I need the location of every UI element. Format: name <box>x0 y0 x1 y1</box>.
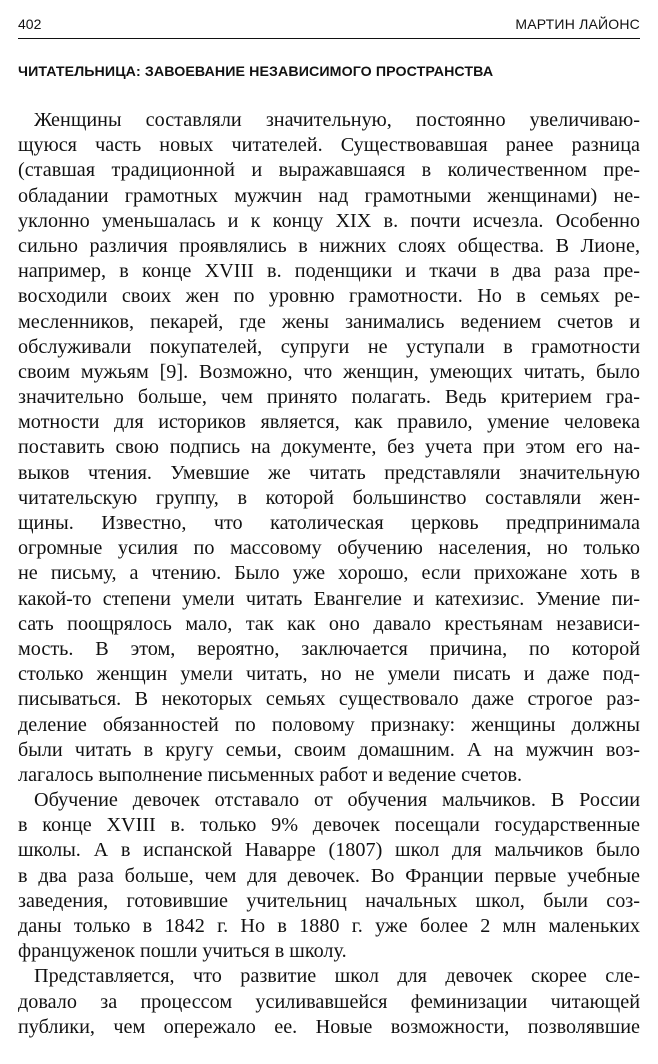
page-header <box>18 14 640 39</box>
paragraph <box>18 788 640 964</box>
running-head: МАРТИН ЛАЙОНС <box>515 16 640 32</box>
text-line: в конце XVIII в. только 9% девочек посещали государственные <box>18 814 640 837</box>
text-line: своим мужьям [9]. Возможно, что женщин, умеющих читать, было <box>18 360 640 383</box>
text-line: Женщины составляли значительную, постоянно увеличиваю- <box>34 109 640 131</box>
body-text <box>18 108 640 1040</box>
text-line: публики, чем опережало ее. Новые возможности, позволявшие <box>18 1015 640 1038</box>
text-line: сильно различия проявлялись в нижних слоях общества. В Лионе, <box>18 234 640 257</box>
text-line: например, в конце XVIII в. поденщики и ткачи в два раза пре- <box>18 260 640 283</box>
text-line: щины. Известно, что католическая церковь предпринимала <box>18 512 640 534</box>
text-line: мость. В этом, вероятно, заключается причина, по которой <box>18 637 640 660</box>
text-line: столько женщин умели читать, но не умели писать и даже под- <box>18 663 640 686</box>
text-line: мотности для историков является, как правило, умение человека <box>18 411 640 434</box>
text-line: какой-то степени умели читать Евангелие и катехизис. Умение пи- <box>18 587 640 610</box>
text-line: Обучение девочек отставало от обучения мальчиков. В России <box>34 789 640 812</box>
text-line: щуюся часть новых читателей. Существовавшая ранее разница <box>18 134 640 157</box>
text-line: лагалось выполнение письменных работ и ведение счетов. <box>18 763 523 786</box>
text-line: деление обязанностей по половому признаку: женщины должны <box>18 713 640 736</box>
text-line: огромные усилия по массовому обучению населения, но только <box>18 537 640 560</box>
paragraph <box>18 964 640 1040</box>
text-line: восходили своих жен по уровню грамотности. Но в семьях ре- <box>18 285 640 308</box>
text-line: сать поощрялось мало, так как оно давало крестьянам независи- <box>18 612 640 635</box>
text-line: обладании грамотных мужчин над грамотными женщинами) не- <box>18 184 640 207</box>
text-line: не письму, а чтению. Было уже хорошо, если прихожане хоть в <box>18 562 640 585</box>
text-line: в два раза больше, чем для девочек. Во Франции первые учебные <box>18 864 640 887</box>
text-line: француженок пошли учиться в школу. <box>18 940 347 963</box>
text-line: уклонно уменьшалась и к концу XIX в. почти исчезла. Особенно <box>18 209 640 232</box>
text-line: Представляется, что развитие школ для девочек скорее сле- <box>34 965 640 988</box>
text-line: даны только в 1842 г. Но в 1880 г. уже более 2 млн маленьких <box>18 915 640 937</box>
page-number: 402 <box>18 16 42 32</box>
section-title: ЧИТАТЕЛЬНИЦА: ЗАВОЕВАНИЕ НЕЗАВИСИМОГО ПРОСТРАНСТВА <box>18 64 494 80</box>
text-line: заведения, готовившие учительниц начальных школ, были соз- <box>18 889 640 912</box>
text-line: довало за процессом усиливавшейся феминизации читающей <box>18 990 640 1013</box>
text-line: значительно больше, чем принято полагать. Ведь критерием гра- <box>18 386 640 409</box>
text-line: школы. А в испанской Наварре (1807) школ для мальчиков было <box>18 839 640 862</box>
text-line: месленников, пекарей, где жены занимались ведением счетов и <box>18 310 640 333</box>
text-line: (ставшая традиционной и выражавшаяся в количественном пре- <box>18 159 640 182</box>
text-line: писываться. В некоторых семьях существовало даже строгое раз- <box>18 688 640 711</box>
text-line: читательскую группу, в которой большинство составляли жен- <box>18 486 640 509</box>
paragraph <box>18 108 640 788</box>
text-line: выков чтения. Умевшие же читать представляли значительную <box>18 461 640 484</box>
text-line: были читать в кругу семьи, своим домашним. А на мужчин воз- <box>18 738 640 761</box>
text-line: обслуживали покупателей, супруги не уступали в грамотности <box>18 335 640 358</box>
text-line: поставить свою подпись на документе, без учета при этом его на- <box>18 436 640 459</box>
